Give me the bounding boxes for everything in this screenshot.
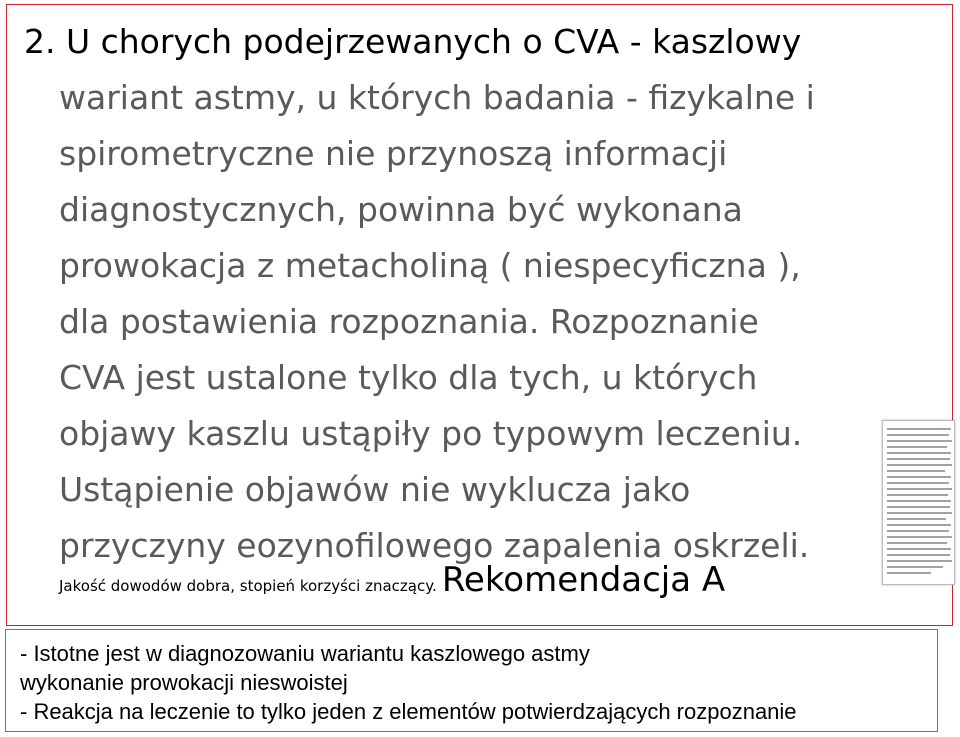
evidence-line [59,560,725,600]
text-line-8: objawy kaszlu ustąpiły po typowym leczeniu. [59,414,803,453]
summary-text [20,639,797,726]
summary-line-1: - Istotne jest w diagnozowaniu wariantu kaszlowego astmy [20,641,590,666]
text-line-1: 2. U chorych podejrzewanych o CVA - kaszlowy [24,22,802,61]
text-line-6a: dla postawienia rozpoznania. [59,302,540,341]
text-line-4: diagnostycznych, powinna być wykonana [59,190,743,229]
text-line-6 [24,294,904,350]
guideline-excerpt-thumbnail [882,420,955,585]
text-line-5: prowokacja z metacholiną ( niespecyficzna ), [59,246,801,285]
text-line-2: wariant astmy, u których badania - fizykalne i [59,78,815,117]
text-line-9: Ustąpienie objawów nie wyklucza jako [59,470,691,509]
evidence-quality: Jakość dowodów dobra, stopień korzyści znaczący. [59,577,437,595]
text-line-3: spirometryczne nie przynoszą informacji [59,134,728,173]
summary-box [5,629,938,732]
summary-line-2: wykonanie prowokacji nieswoistej [20,670,348,695]
excerpt-text-image [883,421,955,585]
text-line-7: CVA jest ustalone tylko dla tych, u których [59,358,758,397]
recommendation-text [24,14,904,574]
text-line-6b: Rozpoznanie [549,302,759,341]
summary-line-3: - Reakcja na leczenie to tylko jeden z elementów potwierdzających rozpoznanie [20,699,797,724]
recommendation-grade: Rekomendacja A [441,560,726,600]
text-line-10: przyczyny eozynofilowego zapalenia oskrzeli. [59,526,810,565]
